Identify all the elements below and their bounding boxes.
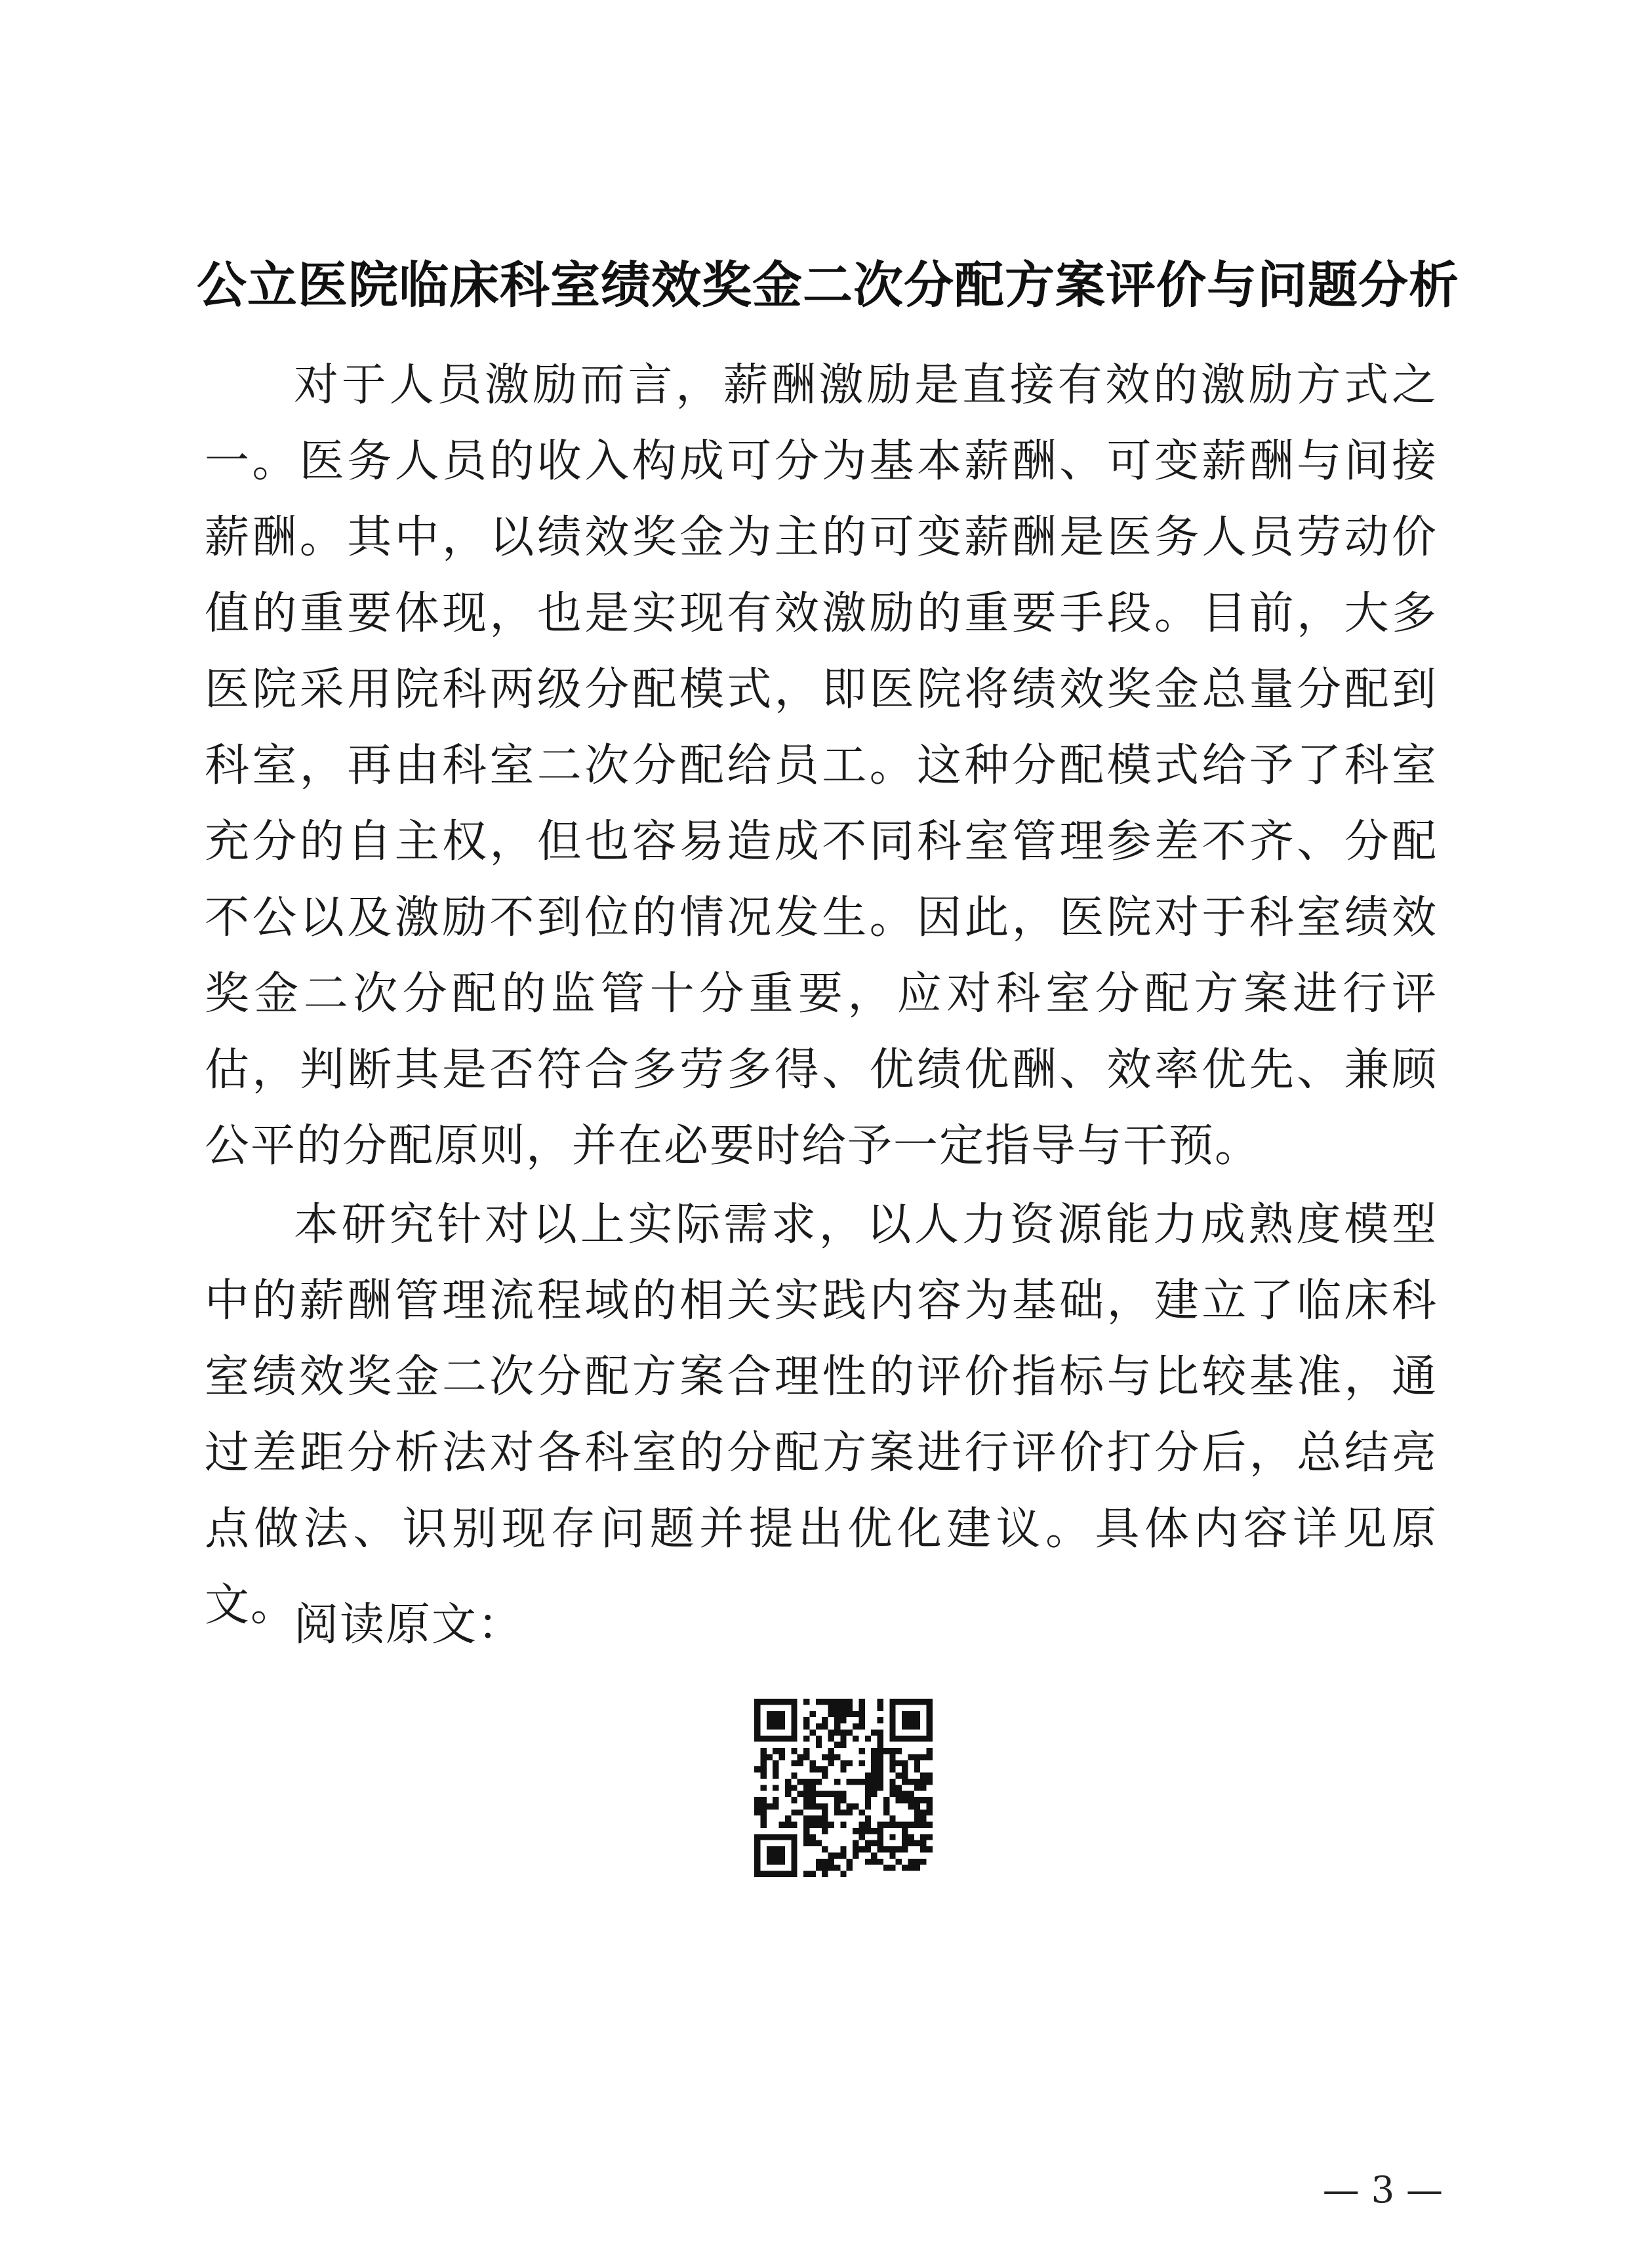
document-title: 公立医院临床科室绩效奖金二次分配方案评价与问题分析 xyxy=(197,256,1459,314)
paragraph-text: 本研究针对以上实际需求，以人力资源能力成熟度模型中的薪酬管理流程域的相关实践内容为基础，建立了临床科室绩效奖金二次分配方案合理性的评价指标与比较基准，通过差距分析法对各科室的分配方案进行评价打分后，总结亮点做法、识别现存问题并提出优化建议。具体内容详见原文。 xyxy=(205,1199,1438,1631)
page-number: — 3 — xyxy=(1322,2169,1443,2212)
body-paragraph-2 xyxy=(205,1187,1438,1644)
qr-code-icon[interactable] xyxy=(754,1699,933,1877)
body-paragraph-1 xyxy=(205,348,1438,1185)
read-original-label: 阅读原文： xyxy=(294,1599,524,1651)
paragraph-text: 对于人员激励而言，薪酬激励是直接有效的激励方式之一。医务人员的收入构成可分为基本薪酬、可变薪酬与间接薪酬。其中，以绩效奖金为主的可变薪酬是医务人员劳动价值的重要体现，也是实现有效激励的重要手段。目前，大多医院采用院科两级分配模式，即医院将绩效奖金总量分配到科室，再由科室二次分配给员工。这种分配模式给予了科室充分的自主权，但也容易造成不同科室管理参差不齐、分配不公以及激励不到位的情况发生。因此，医院对于科室绩效奖金二次分配的监管十分重要，应对科室分配方案进行评估，判断其是否符合多劳多得、优绩优酬、效率优先、兼顾公平的分配原则，并在必要时给予一定指导与干预。 xyxy=(205,359,1438,1172)
